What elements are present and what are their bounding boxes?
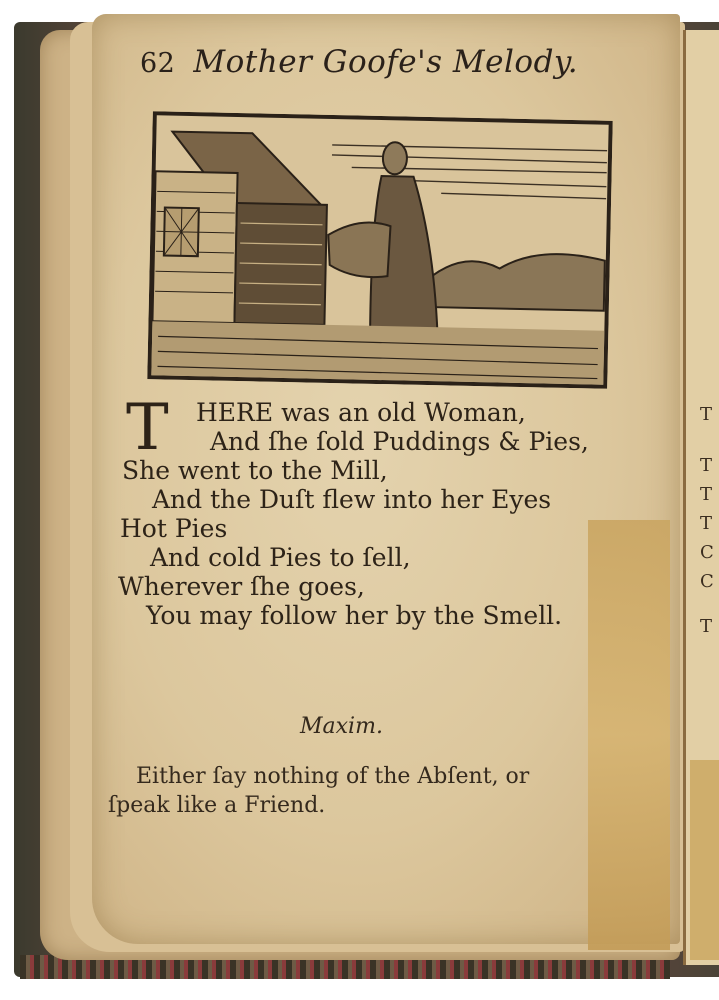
facing-letter: T [700, 455, 713, 476]
facing-letter: C [700, 571, 714, 592]
maxim-line: ſpeak like a Friend. [108, 793, 326, 818]
verse-line: Wherever ſhe goes, [118, 572, 365, 601]
facing-letter: T [700, 616, 713, 637]
running-title: Mother Goofe's Melody. [193, 44, 579, 80]
facing-page-text [700, 400, 719, 641]
verse-line: And cold Pies to ſell, [150, 543, 411, 572]
maxim-text [108, 762, 608, 820]
repair-tape-facing [690, 760, 719, 960]
page-header [140, 44, 600, 80]
page-number: 62 [140, 48, 176, 79]
facing-letter: T [700, 484, 713, 505]
drop-cap: T [126, 391, 169, 465]
facing-letter: C [700, 542, 714, 563]
facing-letter: T [700, 513, 713, 534]
maxim-line: Either ſay nothing of the Abſent, or [136, 764, 530, 789]
maxim-title: Maxim. [300, 714, 383, 739]
woodcut-illustration [147, 111, 613, 389]
repair-tape [588, 520, 670, 950]
facing-letter: T [700, 404, 713, 425]
verse [118, 391, 608, 630]
verse-line: She went to the Mill, [122, 456, 388, 485]
verse-line: Hot Pies [120, 514, 228, 543]
verse-line: And ſhe ſold Puddings & Pies, [210, 427, 589, 456]
verse-line: HERE was an old Woman, [196, 398, 526, 427]
verse-line: You may follow her by the Smell. [146, 601, 563, 630]
verse-line: And the Duſt flew into her Eyes [152, 485, 552, 514]
